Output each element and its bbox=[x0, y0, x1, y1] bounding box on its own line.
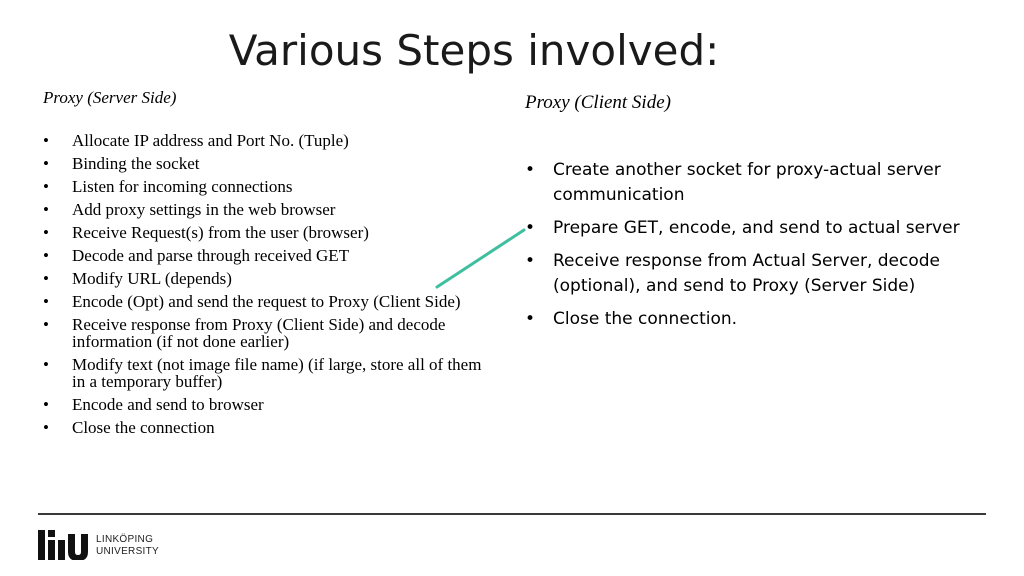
client-side-heading: Proxy (Client Side) bbox=[525, 92, 671, 113]
slide-title: Various Steps involved: bbox=[228, 26, 720, 75]
logo-line-2: UNIVERSITY bbox=[96, 546, 160, 557]
list-item: • Prepare GET, encode, and send to actual server bbox=[525, 216, 980, 241]
list-item: • Close the connection. bbox=[525, 307, 980, 332]
list-item: • Decode and parse through received GET bbox=[43, 247, 493, 264]
list-item: • Modify text (not image file name) (if large, store all of them in a temporary buffer) bbox=[43, 356, 493, 390]
list-item: • Listen for incoming connections bbox=[43, 178, 493, 195]
list-item: • Encode (Opt) and send the request to Proxy (Client Side) bbox=[43, 293, 493, 310]
list-item: • Modify URL (depends) bbox=[43, 270, 493, 287]
server-side-heading: Proxy (Server Side) bbox=[43, 88, 177, 107]
list-item: • Binding the socket bbox=[43, 155, 493, 172]
list-item: • Encode and send to browser bbox=[43, 396, 493, 413]
logo-line-1: LINKÖPING bbox=[96, 534, 154, 545]
logo-wordmark bbox=[96, 534, 206, 558]
list-item: • Add proxy settings in the web browser bbox=[43, 201, 493, 218]
list-item: • Allocate IP address and Port No. (Tuple) bbox=[43, 132, 493, 149]
list-item: • Receive response from Actual Server, decode (optional), and send to Proxy (Server Side) bbox=[525, 249, 980, 299]
list-item: • Receive response from Proxy (Client Side) and decode information (if not done earlier) bbox=[43, 316, 493, 350]
list-item: • Close the connection bbox=[43, 419, 493, 436]
list-item: • Receive Request(s) from the user (browser) bbox=[43, 224, 493, 241]
liu-logo-icon bbox=[38, 530, 92, 560]
footer-divider bbox=[38, 513, 986, 515]
list-item: • Create another socket for proxy-actual server communication bbox=[525, 158, 980, 208]
